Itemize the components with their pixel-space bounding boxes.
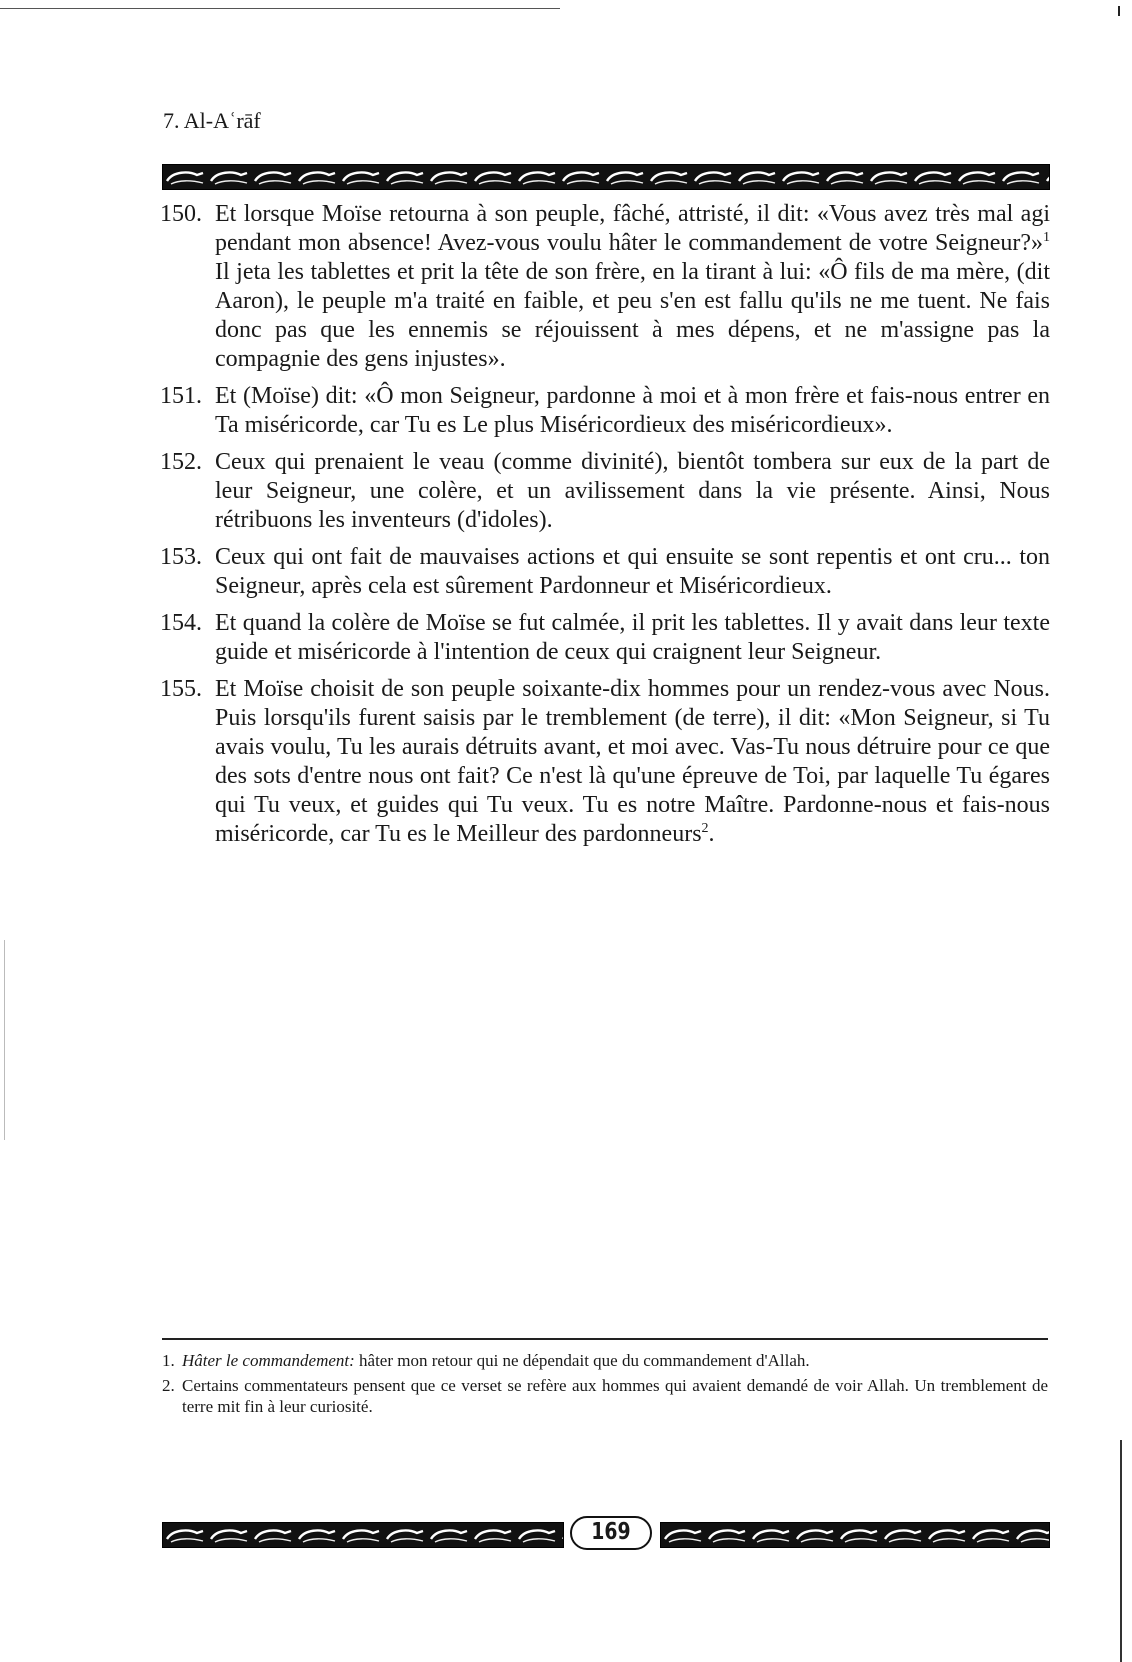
verse-text (215, 200, 1050, 374)
verse-list (160, 200, 1050, 857)
footnote-1 (162, 1350, 1048, 1371)
ornament-pattern (661, 1523, 1049, 1547)
verse-153 (160, 543, 1050, 601)
bottom-ornament-band-left (162, 1522, 564, 1548)
footnote-number: 1. (162, 1351, 175, 1370)
chapter-header: 7. Al-Aʿrāf (163, 108, 261, 133)
footnote-rule (162, 1338, 1048, 1340)
verse-154 (160, 609, 1050, 667)
footnote-ref: 2 (701, 821, 709, 836)
top-rule (0, 8, 560, 9)
verse-text-part: Et lorsque Moïse retourna à son peuple, fâché, attristé, il dit: «Vous avez très mal agi pendant mon absence! Avez-vous voulu hâter le commandement de votre Seigneur?» (215, 201, 1050, 256)
verse-number: 155. (160, 676, 202, 702)
verse-151 (160, 382, 1050, 440)
verse-number: 150. (160, 201, 202, 227)
corner-mark (1118, 6, 1120, 16)
verse-number: 153. (160, 544, 202, 570)
verse-text: Ceux qui ont fait de mauvaises actions et qui ensuite se sont repentis et ont cru... ton Seigneur, après cela est sûrement Pardonneur et Miséricordieux. (215, 544, 1050, 599)
ornament-pattern (163, 1523, 563, 1547)
ornament-pattern (163, 165, 1049, 189)
verse-152 (160, 448, 1050, 535)
verse-number: 151. (160, 383, 202, 409)
footnote-2 (162, 1375, 1048, 1417)
verse-text: Et quand la colère de Moïse se fut calmée, il prit les tablettes. Il y avait dans leur texte guide et miséricorde à l'intention de ceux qui craignent leur Seigneur. (215, 610, 1050, 665)
verse-150 (160, 200, 1050, 374)
verse-number: 154. (160, 610, 202, 636)
right-edge-line (1120, 1440, 1122, 1662)
left-edge-line (4, 940, 5, 1140)
verse-text-part: . (708, 821, 715, 847)
page-number: 169 (591, 1519, 631, 1545)
verse-number: 152. (160, 449, 202, 475)
verse-text-part: Et Moïse choisit de son peuple soixante-dix hommes pour un rendez-vous avec Nous. Puis lorsqu'ils furent saisis par le tremblement (de terre), il dit: «Mon Seigneur, si Tu avais voulu, Tu les aurais détruits avant, et moi avec. Vas-Tu nous détruire pour ce que des sots d'entre nous ont fait? Ce n'est là qu'une épreuve de Toi, par laquelle Tu égares qui Tu veux, et guides qui Tu veux. Tu es notre Maître. Pardonne-nous et fais-nous miséricorde, car Tu es le Meilleur des pardonneurs (215, 676, 1050, 847)
footnote-ref: 1 (1043, 230, 1050, 245)
footnote-number: 2. (162, 1376, 175, 1395)
footnotes (162, 1350, 1048, 1421)
verse-text-part: Il jeta les tablettes et prit la tête de son frère, en la tirant à lui: «Ô fils de ma mère, (dit Aaron), le peuple m'a traité en faible, et peu s'en est fallu qu'ils ne me tuent. Ne fais donc pas que les ennemis se réjouissent à mes dépens, et ne m'assigne pas la compagnie des gens injustes». (215, 259, 1050, 372)
verse-155 (160, 675, 1050, 849)
top-ornament-band (162, 164, 1050, 190)
verse-text: Et (Moïse) dit: «Ô mon Seigneur, pardonne à moi et à mon frère et fais-nous entrer en Ta miséricorde, car Tu es Le plus Miséricordieux des miséricordieux». (215, 383, 1050, 438)
footnote-body: hâter mon retour qui ne dépendait que du commandement d'Allah. (354, 1351, 810, 1370)
footnote-text (182, 1350, 1048, 1371)
page-number-badge (560, 1514, 662, 1552)
footnote-text: Certains commentateurs pensent que ce verset se refère aux hommes qui avaient demandé de voir Allah. Un tremblement de terre mit fin à leur curiosité. (182, 1376, 1048, 1416)
bottom-ornament-band-right (660, 1522, 1050, 1548)
footnote-term: Hâter le commandement: (182, 1351, 355, 1370)
verse-text: Ceux qui prenaient le veau (comme divinité), bientôt tombera sur eux de la part de leur Seigneur, une colère, et un avilissement dans la vie présente. Ainsi, Nous rétribuons les inventeurs (d'idoles). (215, 449, 1050, 533)
verse-text (215, 675, 1050, 849)
